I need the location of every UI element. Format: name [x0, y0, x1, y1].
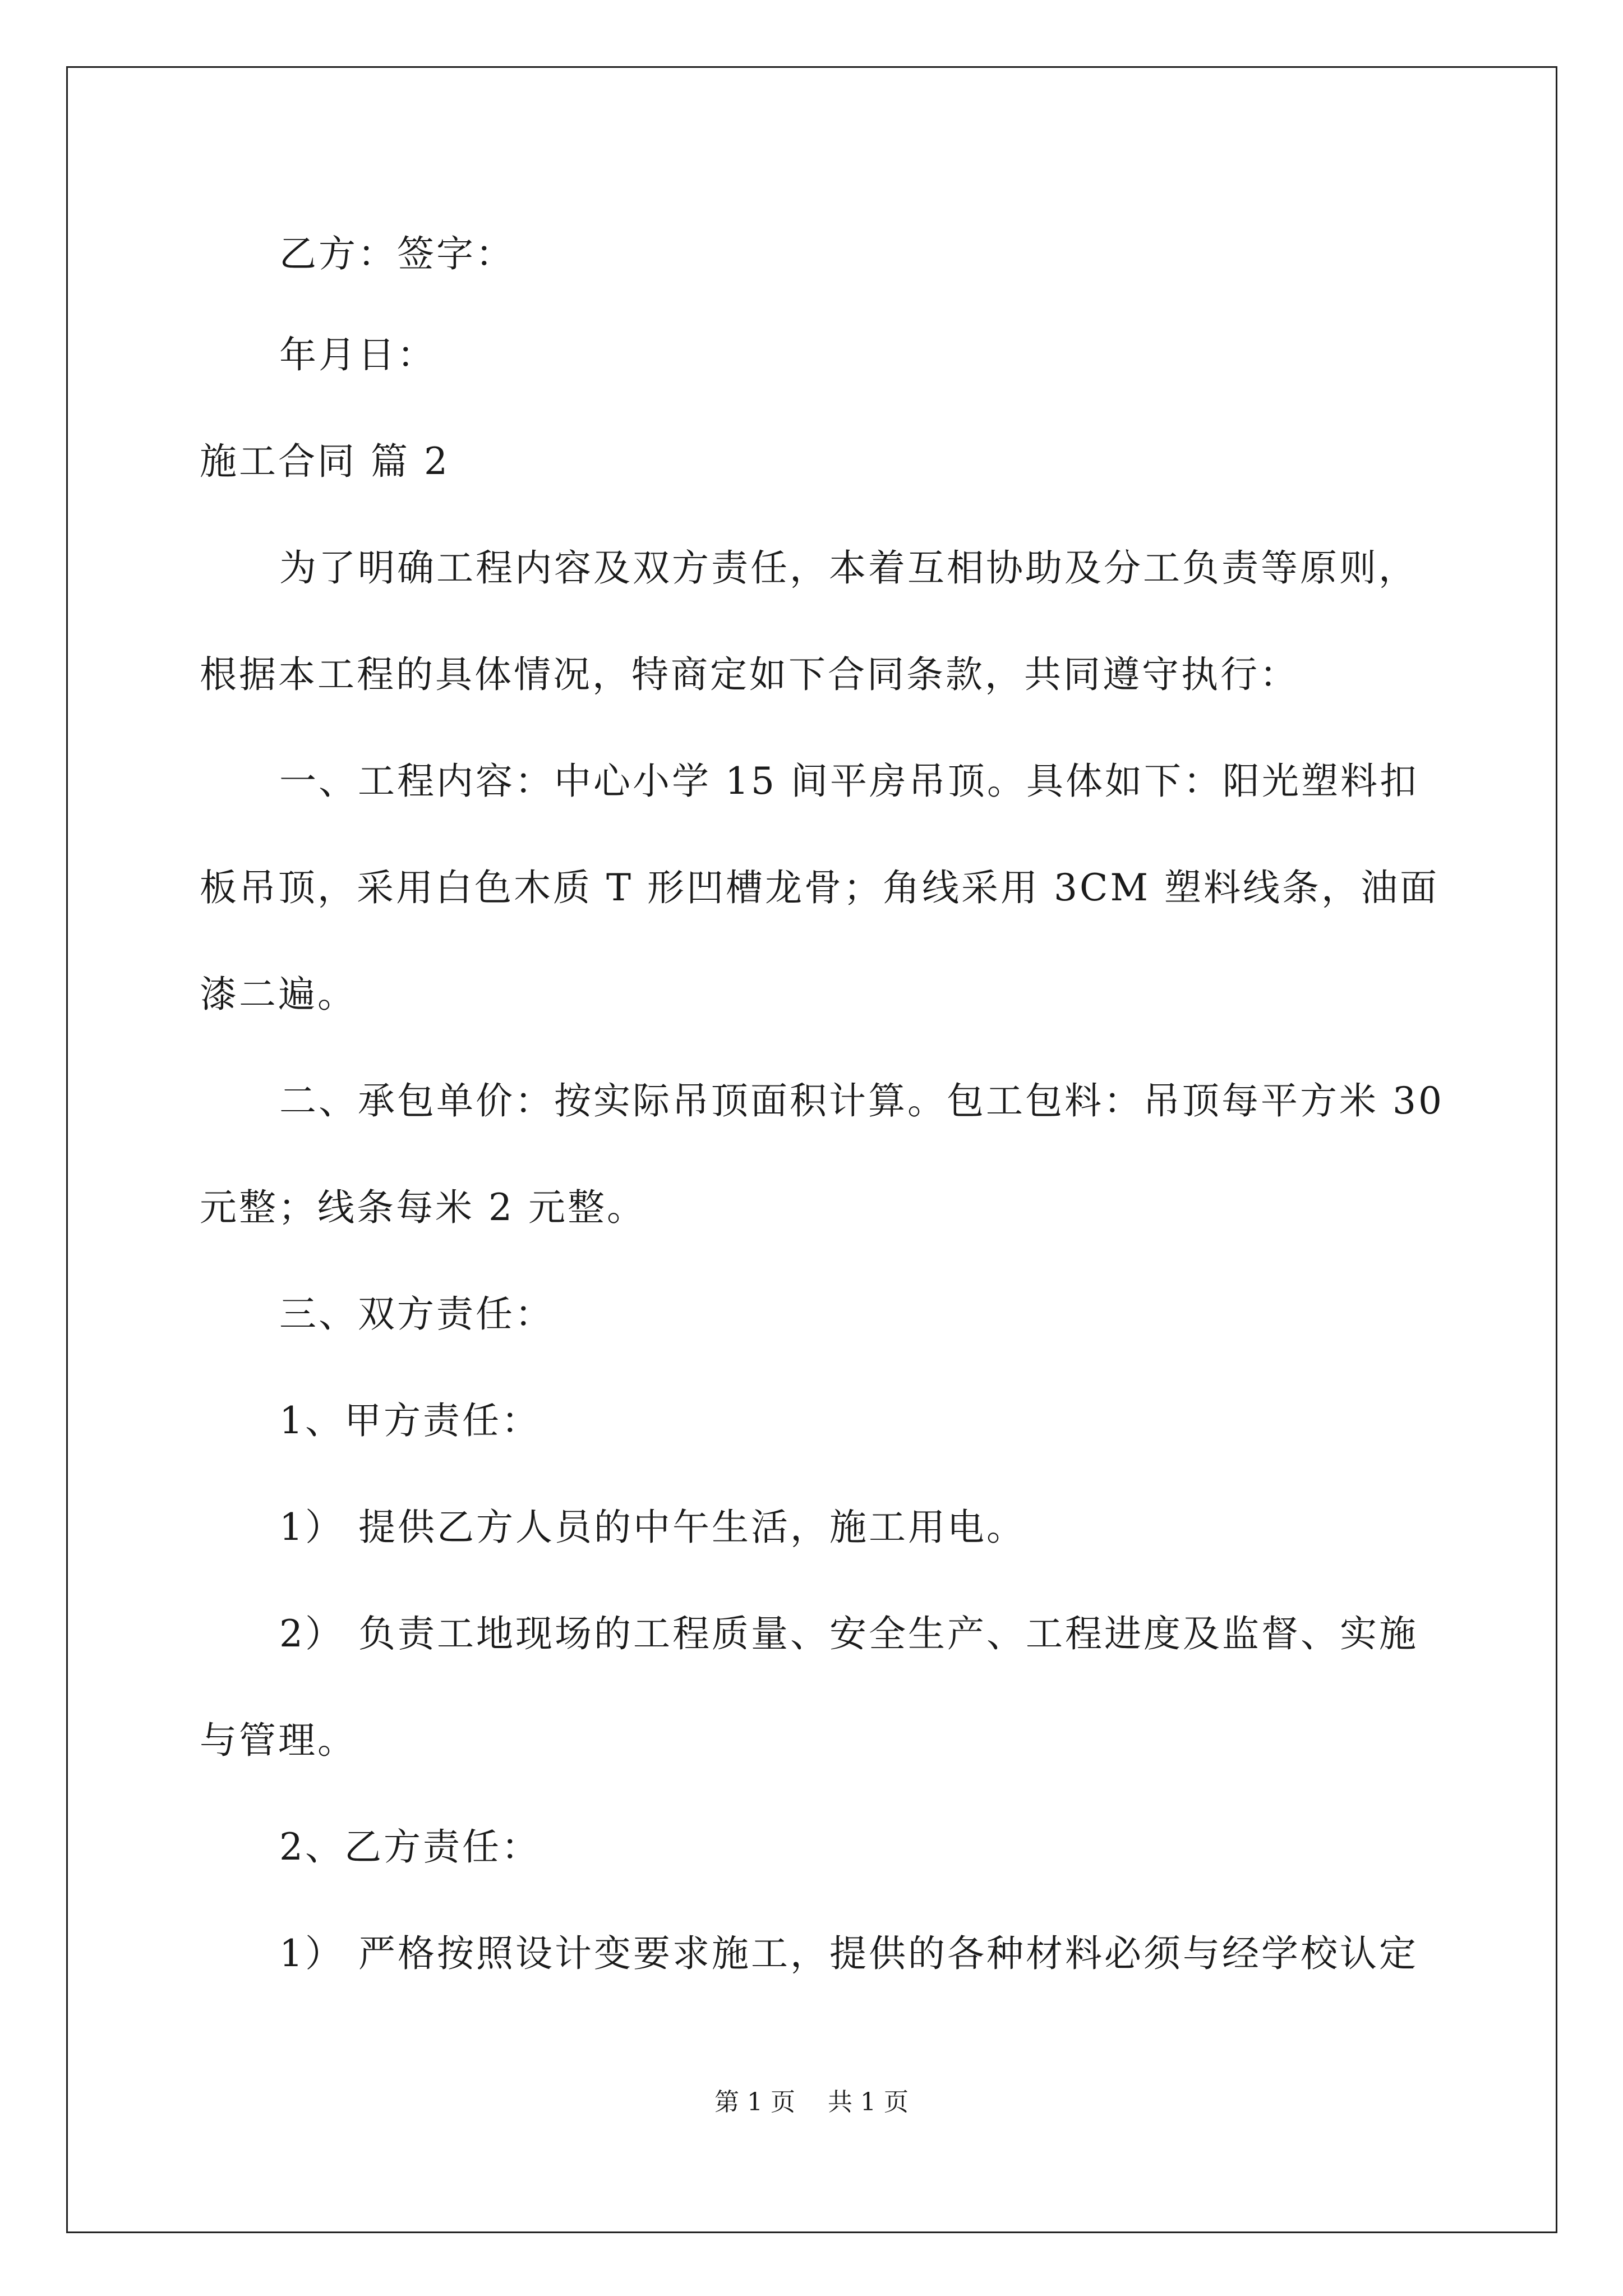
section-heading: 施工合同 篇 2	[200, 440, 450, 483]
paragraph-line: 元整；线条每米 2 元整。	[200, 1186, 646, 1229]
paragraph-line: 漆二遍。	[200, 973, 357, 1016]
paragraph-line: 1） 提供乙方人员的中午生活，施工用电。	[279, 1506, 1026, 1549]
signature-line-party-b: 乙方：签字：	[279, 232, 515, 275]
paragraph-line: 为了明确工程内容及双方责任，本着互相协助及分工负责等原则，	[279, 546, 1418, 590]
page-border	[66, 66, 1557, 2233]
paragraph-line: 三、双方责任：	[279, 1292, 554, 1336]
paragraph-line: 2） 负责工地现场的工程质量、安全生产、工程进度及监督、实施	[279, 1612, 1418, 1655]
paragraph-line: 一、工程内容：中心小学 15 间平房吊顶。具体如下：阳光塑料扣	[279, 760, 1419, 803]
page-number-footer: 第 1 页 共 1 页	[714, 2088, 909, 2116]
paragraph-line: 板吊顶，采用白色木质 T 形凹槽龙骨；角线采用 3CM 塑料线条，油面	[200, 866, 1440, 909]
paragraph-line: 与管理。	[200, 1719, 357, 1762]
paragraph-line: 二、承包单价：按实际吊顶面积计算。包工包料：吊顶每平方米 30	[279, 1079, 1444, 1122]
paragraph-line: 1、甲方责任：	[279, 1399, 541, 1442]
paragraph-line: 根据本工程的具体情况，特商定如下合同条款，共同遵守执行：	[200, 653, 1299, 696]
paragraph-line: 2、乙方责任：	[279, 1825, 541, 1869]
date-line: 年月日：	[279, 333, 436, 376]
paragraph-line: 1） 严格按照设计变要求施工，提供的各种材料必须与经学校认定	[279, 1932, 1418, 1975]
